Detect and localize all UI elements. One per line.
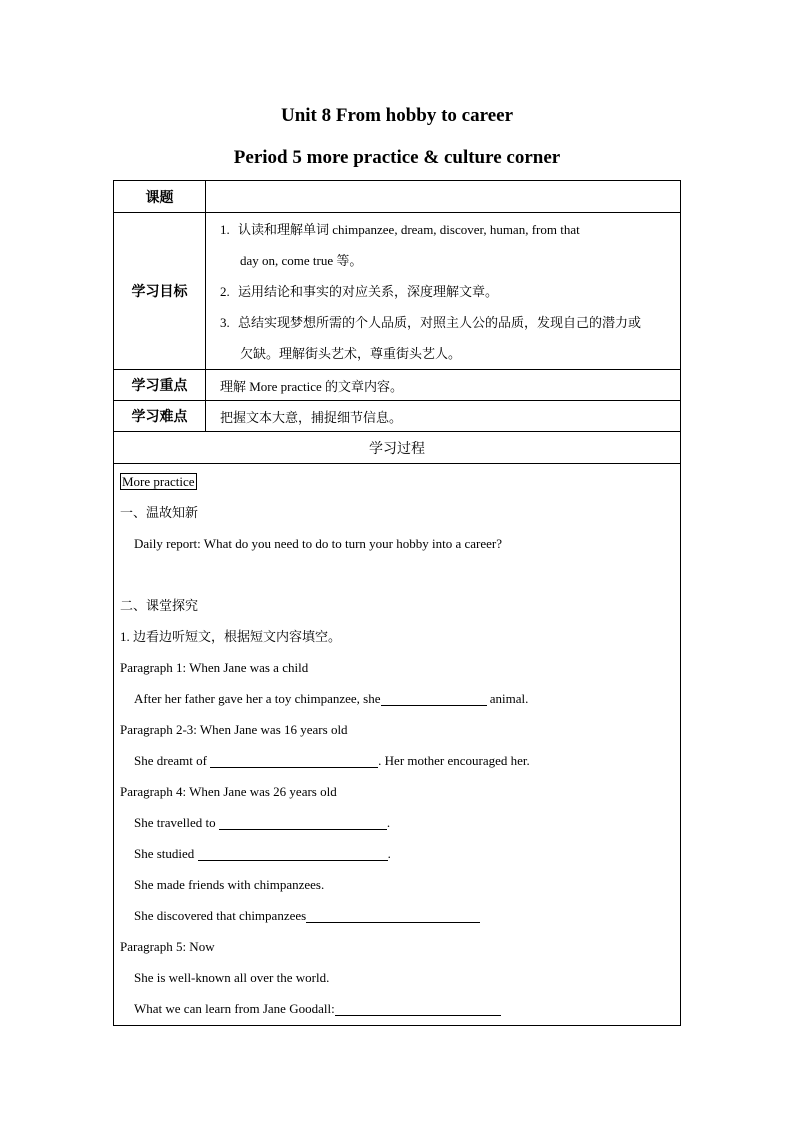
paragraph1-label: Paragraph 1: When Jane was a child: [120, 660, 309, 675]
p1-text-before-blank: After her father gave her a toy chimpanzee, she: [134, 691, 381, 706]
goal-item-3: [206, 307, 680, 338]
difficulties-row: [114, 401, 681, 432]
difficulties-value: 把握文本大意，捕捉细节信息。: [206, 401, 681, 432]
goal-number: 1.: [220, 222, 230, 237]
p4-s2-text-after-blank: .: [387, 846, 391, 861]
goal-item-3-continued: 欠缺。理解街头艺术，尊重街头艺人。: [240, 346, 462, 361]
topic-label: 课题: [114, 181, 206, 213]
paragraph4-sentence3: She made friends with chimpanzees.: [134, 877, 325, 892]
period-title: Period 5 more practice & culture corner: [233, 147, 561, 168]
p4-s1-text-after-blank: .: [386, 815, 391, 830]
goal-text: 认读和理解单词 chimpanzee, dream, discover, human, from that: [238, 222, 580, 237]
key-points-label: 学习重点: [114, 370, 206, 401]
p1-text-after-blank: animal.: [486, 691, 529, 706]
goal-item-1-continued: day on, come true 等。: [240, 253, 363, 268]
paragraph2-sentence: [114, 745, 680, 776]
fill-blank[interactable]: [210, 753, 378, 768]
p2-text-before-blank: She dreamt of: [134, 753, 211, 768]
fill-blank[interactable]: [198, 846, 388, 861]
goal-number: 2.: [220, 284, 230, 299]
p4-s1-text-before-blank: She travelled to: [134, 815, 219, 830]
goals-row: [114, 213, 681, 370]
part2-heading: 二、课堂探究: [120, 598, 199, 613]
paragraph4-sentence4: [114, 900, 680, 931]
key-points-row: [114, 370, 681, 401]
fill-blank[interactable]: [219, 815, 387, 830]
paragraph5-label: Paragraph 5: Now: [120, 939, 215, 954]
paragraph4-sentence2: [114, 838, 680, 869]
process-label: 学习过程: [114, 432, 681, 464]
paragraph4-sentence1: [114, 807, 680, 838]
goal-text: 总结实现梦想所需的个人品质，对照主人公的品质，发现自己的潜力或: [238, 315, 642, 330]
p4-s2-text-before-blank: She studied: [134, 846, 198, 861]
part1-heading: 一、温故知新: [120, 505, 199, 520]
task1-instruction: 1. 边看边听短文，根据短文内容填空。: [120, 629, 342, 644]
process-row: [114, 432, 681, 464]
fill-blank[interactable]: [381, 691, 487, 706]
key-points-value: 理解 More practice 的文章内容。: [206, 370, 681, 401]
goal-item-2: [206, 276, 680, 307]
topic-row: [114, 181, 681, 213]
paragraph5-sentence1: She is well-known all over the world.: [134, 970, 330, 985]
paragraph2-3-label: Paragraph 2-3: When Jane was 16 years old: [120, 722, 348, 737]
topic-value: [206, 181, 681, 213]
lesson-plan-table: [113, 180, 681, 1026]
fill-blank[interactable]: [335, 1001, 501, 1016]
daily-report: Daily report: What do you need to do to turn your hobby into a career?: [134, 536, 502, 551]
goal-item-1: [206, 214, 680, 245]
paragraph1-sentence: [114, 683, 680, 714]
unit-title: Unit 8 From hobby to career: [280, 105, 514, 126]
paragraph5-sentence2: [114, 993, 680, 1024]
process-body: [114, 464, 681, 1026]
difficulties-label: 学习难点: [114, 401, 206, 432]
process-body-row: [114, 464, 681, 1026]
goals-cell: [206, 213, 681, 370]
p5-s2-text-before-blank: What we can learn from Jane Goodall:: [134, 1001, 335, 1016]
goal-text: 运用结论和事实的对应关系，深度理解文章。: [238, 284, 499, 299]
section-tag: More practice: [122, 474, 195, 489]
fill-blank[interactable]: [306, 908, 480, 923]
goals-label: 学习目标: [114, 213, 206, 370]
paragraph4-label: Paragraph 4: When Jane was 26 years old: [120, 784, 337, 799]
p4-s4-text-before-blank: She discovered that chimpanzees: [134, 908, 307, 923]
p2-text-after-blank: . Her mother encouraged her.: [378, 753, 530, 768]
goal-number: 3.: [220, 315, 230, 330]
